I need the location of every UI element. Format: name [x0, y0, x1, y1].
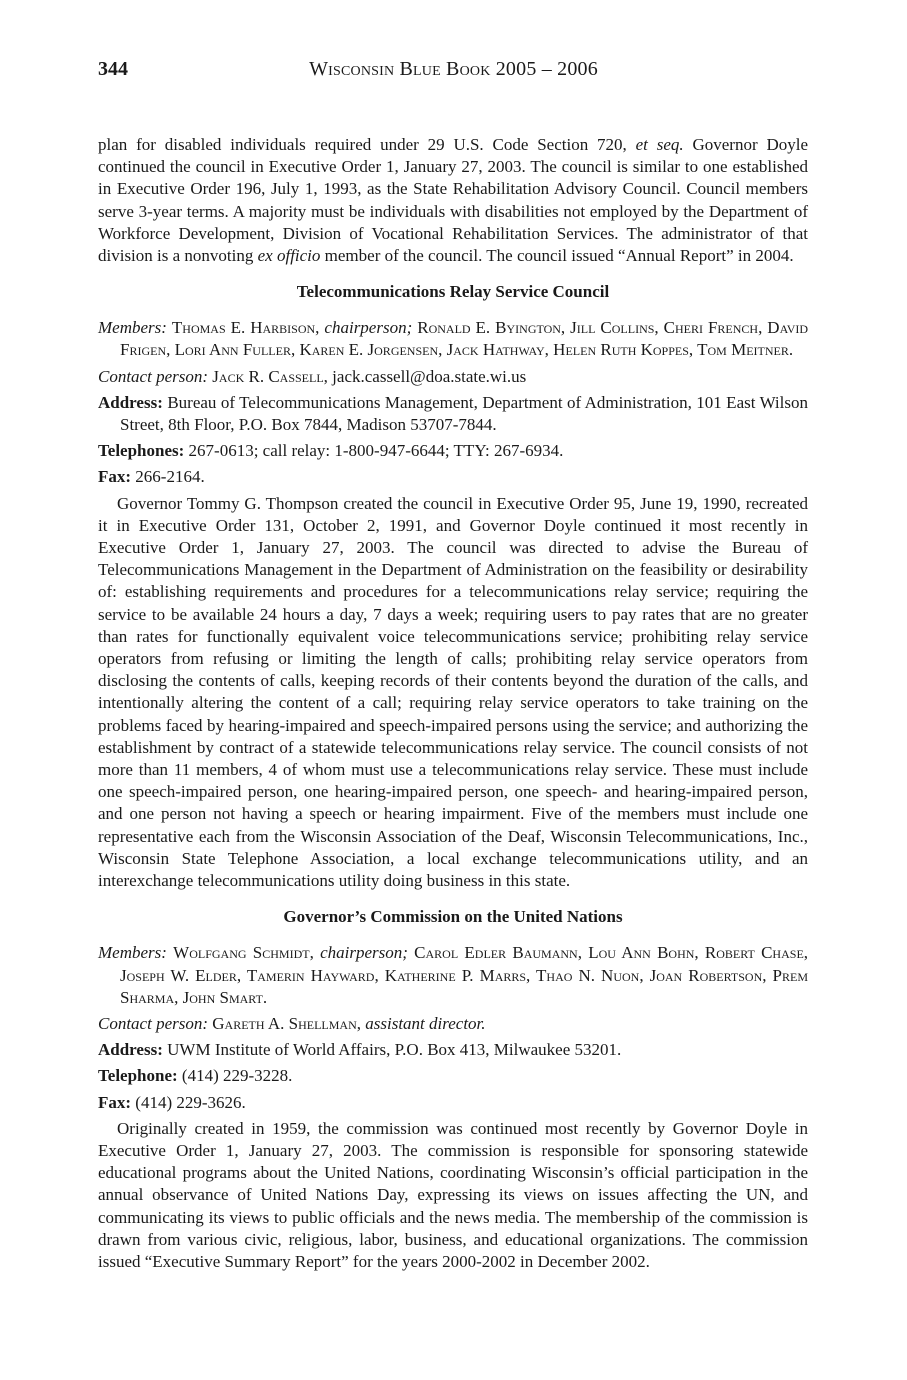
un-address-label: Address:: [98, 1040, 163, 1060]
trs-address-value: Bureau of Telecommunications Management, Department of Administration, 101 East Wilson Street, 8th Floor, P.O. Box 7844, Madison 53707-7844.: [120, 392, 808, 435]
un-contact-name: Gareth A. Shellman,: [212, 1013, 362, 1033]
trs-address: [98, 392, 808, 436]
trs-fax-label: Fax:: [98, 467, 132, 487]
trs-contact-email: jack.cassell@doa.state.wi.us: [332, 366, 527, 386]
un-telephone: [98, 1065, 808, 1087]
intro-text-b: Governor Doyle continued the council in Executive Order 1, January 27, 2003. The council is similar to one established in Executive Order 196, July 1, 1993, as the State Rehabilitation Advisory Council. Council members serve 3-year terms. A majority must be individuals with disabilities not employed by the Department of Workforce Development, Division of Vocational Rehabilitation Services. The administrator of that division is a nonvoting: [98, 135, 808, 266]
intro-text-a: plan for disabled individuals required under 29 U.S. Code Section 720,: [98, 135, 636, 154]
un-contact-label: Contact person:: [98, 1013, 209, 1033]
un-members: [98, 942, 808, 1009]
un-contact: [98, 1013, 808, 1035]
un-telephone-value: (414) 229-3228.: [181, 1066, 293, 1086]
trs-fax: [98, 466, 808, 488]
trs-chair-role: chairperson;: [324, 318, 413, 338]
trs-address-label: Address:: [98, 392, 163, 412]
page-content: [98, 134, 808, 1273]
intro-ex-officio: ex officio: [257, 246, 321, 266]
page-number: 344: [98, 58, 128, 80]
un-telephone-label: Telephone:: [98, 1066, 178, 1086]
trs-members-rest: Ronald E. Byington, Jill Collins, Cheri French, David Frigen, Lori Ann Fuller, Karen E. Jorgensen, Jack Hathway, Helen Ruth Koppes, Tom Meitner.: [120, 318, 809, 360]
trs-telephones-label: Telephones:: [98, 441, 185, 461]
intro-paragraph: [98, 134, 808, 267]
un-members-rest: Carol Edler Baumann, Lou Ann Bohn, Robert Chase, Joseph W. Elder, Tamerin Hayward, Katherine P. Marrs, Thao N. Nuon, Joan Robertson, Prem Sharma, John Smart.: [120, 943, 809, 1007]
trs-members: [98, 317, 808, 361]
running-title: Wisconsin Blue Book 2005 – 2006: [309, 58, 598, 80]
trs-members-label: Members:: [98, 318, 167, 338]
un-contact-role: assistant director.: [365, 1013, 486, 1033]
trs-body: Governor Tommy G. Thompson created the council in Executive Order 95, June 19, 1990, recreated it in Executive Order 131, October 2, 1991, and Governor Doyle continued it most recently in Executive Order 1, January 27, 2003. The council was directed to advise the Bureau of Telecommunications Management in the Department of Administration on the feasibility or desirability of: establishing requirements and procedures for a telecommunications relay service; requiring the service to be available 24 hours a day, 7 days a week; requiring users to pay rates that are no greater than rates for functionally equivalent voice telecommunications service; prohibiting relay service operators from refusing or limiting the length of calls; prohibiting relay service operators from disclosing the contents of calls, keeping records of their contents beyond the duration of the calls, and intentionally altering the content of a call; requiring relay service operators to take training on the problems faced by hearing-impaired and speech-impaired persons using the service; and authorizing the establishment by contract of a statewide telecommunications relay service. The council consists of not more than 11 members, 4 of whom must use a telecommunications relay service. These must include one speech-impaired person, one hearing-impaired person, one speech- and hearing-impaired person, and one person not having a speech or hearing impairment. Five of the members must include one representative each from the Wisconsin Association of the Deaf, Wisconsin Telecommunications, Inc., Wisconsin State Telephone Association, a local exchange telecommunications utility, and an interexchange telecommunications utility doing business in this state.: [98, 493, 808, 891]
trs-contact: [98, 366, 808, 388]
trs-telephones: [98, 440, 808, 462]
trs-fax-value: 266-2164.: [135, 467, 205, 487]
un-address-value: UWM Institute of World Affairs, P.O. Box 413, Milwaukee 53201.: [167, 1040, 622, 1060]
un-fax-label: Fax:: [98, 1092, 132, 1112]
un-body: Originally created in 1959, the commission was continued most recently by Governor Doyle in Executive Order 1, January 27, 2003. The commission is responsible for sponsoring statewide educational programs about the United Nations, coordinating Wisconsin’s official participation in the annual observance of United Nations Day, expressing its views on issues affecting the UN, and communicating its views to public officials and the news media. The membership of the commission is drawn from various civic, religious, labor, business, and educational organizations. The commission issued “Executive Summary Report” for the years 2000-2002 in December 2002.: [98, 1118, 808, 1271]
trs-telephones-value: 267-0613; call relay: 1-800-947-6644; TTY: 267-6934.: [188, 441, 564, 461]
un-address: [98, 1039, 808, 1061]
un-chair-role: chairperson;: [320, 943, 408, 963]
trs-members-chair: Thomas E. Harbison,: [171, 318, 320, 338]
trs-contact-label: Contact person:: [98, 366, 209, 386]
trs-contact-name: Jack R. Cassell,: [212, 366, 328, 386]
intro-et-seq: et seq.: [635, 135, 684, 154]
intro-text-c: member of the council. The council issued “Annual Report” in 2004.: [320, 246, 794, 266]
un-members-label: Members:: [98, 943, 167, 963]
un-fax: [98, 1092, 808, 1114]
un-heading: Governor’s Commission on the United Nations: [283, 907, 623, 927]
un-members-chair: Wolfgang Schmidt,: [173, 943, 314, 963]
un-fax-value: (414) 229-3626.: [135, 1092, 246, 1112]
trs-heading: Telecommunications Relay Service Council: [296, 282, 610, 302]
